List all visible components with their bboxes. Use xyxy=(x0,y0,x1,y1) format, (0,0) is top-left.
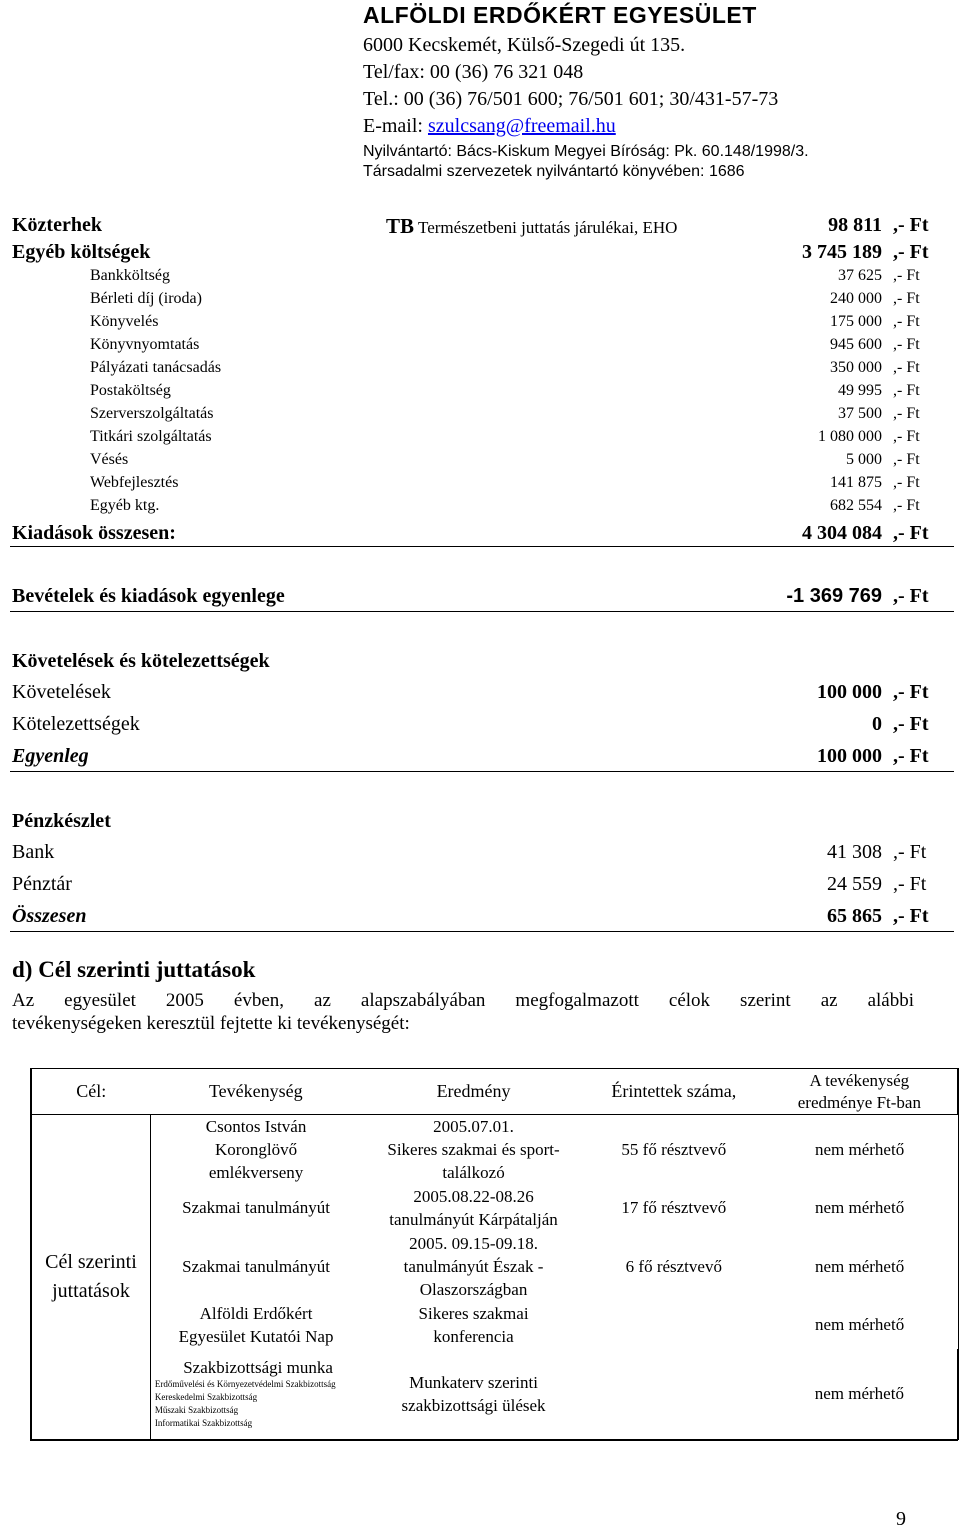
currency: ,- Ft xyxy=(893,241,929,263)
activity-cell xyxy=(150,1301,361,1349)
value-cell: nem mérhető xyxy=(762,1349,958,1439)
table-row xyxy=(32,1232,958,1301)
org-email-line xyxy=(363,115,616,138)
bank-amount: 41 308 xyxy=(827,841,882,863)
activity-cell xyxy=(150,1349,361,1439)
org-register-book: Társadalmi szervezetek nyilvántartó könyvében: 1686 xyxy=(363,163,745,180)
org-address: 6000 Kecskemét, Külső-Szegedi út 135. xyxy=(363,34,686,56)
currency: ,- Ft xyxy=(893,745,929,767)
section-d-intro-line2: tevékenységeken keresztül fejtette ki tevékenységét: xyxy=(12,1013,410,1034)
expense-item-label: Bérleti díj (iroda) xyxy=(90,290,202,307)
activity-cell xyxy=(150,1115,361,1185)
currency: ,- Ft xyxy=(893,382,920,399)
kozterhek-desc-wrap xyxy=(386,214,677,239)
expense-item-label: Postaköltség xyxy=(90,382,171,399)
receivables-amount: 100 000 xyxy=(817,681,882,703)
affected-cell: 55 fő résztvevő xyxy=(621,1139,727,1159)
th-cel: Cél: xyxy=(76,1081,107,1101)
expense-item-amount: 37 500 xyxy=(838,405,882,422)
currency: ,- Ft xyxy=(893,522,929,544)
goal-line2: juttatások xyxy=(52,1279,130,1302)
result-line: tanulmányút Kárpátalján xyxy=(389,1210,558,1229)
activity-line: Alföldi Erdőkért xyxy=(199,1304,313,1323)
activity-cell xyxy=(150,1184,361,1232)
value-cell: nem mérhető xyxy=(814,1315,905,1334)
currency: ,- Ft xyxy=(893,359,920,376)
currency: ,- Ft xyxy=(893,905,929,927)
result-line: Sikeres szakmai és sport- xyxy=(387,1140,560,1159)
th-affected: Érintettek száma, xyxy=(611,1081,737,1101)
currency: ,- Ft xyxy=(893,585,929,607)
th-value-line2: eredménye Ft-ban xyxy=(797,1092,921,1112)
currency: ,- Ft xyxy=(893,713,929,735)
currency: ,- Ft xyxy=(893,873,927,895)
currency: ,- Ft xyxy=(893,336,920,353)
activity-line: Koronglövő xyxy=(214,1140,298,1159)
liabilities-amount: 0 xyxy=(872,713,882,735)
bank-label: Bank xyxy=(12,841,55,863)
activity-line: emlékverseny xyxy=(208,1163,304,1182)
expense-item-label: Webfejlesztés xyxy=(90,474,179,491)
activity-line: Szakmai tanulmányút xyxy=(182,1256,330,1276)
divider xyxy=(10,931,954,932)
divider xyxy=(10,611,954,612)
divider xyxy=(10,771,954,772)
currency: ,- Ft xyxy=(893,497,920,514)
divider xyxy=(10,546,954,547)
org-registry: Nyilvántartó: Bács-Kiskum Megyei Bíróság: Pk. 60.148/1998/3. xyxy=(363,143,809,160)
currency: ,- Ft xyxy=(893,214,929,236)
expenses-total-label: Kiadások összesen: xyxy=(12,522,176,544)
value-cell: nem mérhető xyxy=(814,1139,905,1159)
cash-title: Pénzkészlet xyxy=(12,810,111,832)
cash-total-label: Összesen xyxy=(12,905,87,927)
result-cell xyxy=(361,1184,586,1232)
affected-cell: 17 fő résztvevő xyxy=(621,1198,727,1217)
result-line: 2005.07.01. xyxy=(433,1117,514,1136)
section-d-intro-line1: Az egyesület 2005 évben, az alapszabályában megfogalmazott célok szerint az alábbi xyxy=(12,990,914,1011)
currency: ,- Ft xyxy=(893,451,920,468)
currency: ,- Ft xyxy=(893,405,920,422)
egyeb-label: Egyéb költségek xyxy=(12,241,151,263)
goal-cell xyxy=(32,1115,151,1440)
org-telfax: Tel/fax: 00 (36) 76 321 048 xyxy=(363,61,584,83)
currency: ,- Ft xyxy=(893,681,929,703)
affected-cell xyxy=(586,1349,762,1439)
claims-title: Követelések és kötelezettségek xyxy=(12,650,270,672)
activity-line: Szakmai tanulmányút xyxy=(182,1198,330,1217)
egyeb-amount: 3 745 189 xyxy=(802,241,882,263)
table-right-border xyxy=(958,1068,959,1440)
liabilities-label: Kötelezettségek xyxy=(12,713,140,735)
table-row xyxy=(32,1184,958,1232)
th-value-line1: A tevékenység xyxy=(809,1070,910,1090)
expense-item-amount: 240 000 xyxy=(830,290,882,307)
currency: ,- Ft xyxy=(893,474,920,491)
th-activity: Tevékenység xyxy=(208,1081,303,1101)
kozterhek-code: TB xyxy=(386,214,415,238)
th-result: Eredmény xyxy=(436,1081,511,1101)
expense-item-amount: 682 554 xyxy=(830,497,882,514)
register-amount: 24 559 xyxy=(827,873,882,895)
expense-item-label: Titkári szolgáltatás xyxy=(90,428,212,445)
committee-item: Informatikai Szakbizottság xyxy=(154,1417,253,1428)
page-number: 9 xyxy=(896,1508,906,1530)
result-cell xyxy=(361,1301,586,1349)
expense-item-label: Vésés xyxy=(90,451,129,468)
value-cell: nem mérhető xyxy=(814,1256,905,1276)
cash-total-amount: 65 865 xyxy=(827,905,882,927)
email-label: E-mail: xyxy=(363,115,428,137)
result-cell xyxy=(361,1115,586,1185)
affected-cell: 6 fő résztvevő xyxy=(625,1256,722,1276)
table-bottom-border xyxy=(30,1440,958,1441)
receivables-label: Követelések xyxy=(12,681,111,703)
currency: ,- Ft xyxy=(893,290,920,307)
currency: ,- Ft xyxy=(893,267,920,284)
result-line: 2005.08.22-08.26 xyxy=(413,1187,534,1206)
table-row xyxy=(32,1115,958,1185)
expense-item-label: Szerverszolgáltatás xyxy=(90,405,214,422)
activity-title: Szakbizottsági munka xyxy=(183,1357,333,1377)
expense-item-label: Könyvnyomtatás xyxy=(90,336,200,353)
th-value xyxy=(762,1069,958,1115)
claims-net-amount: 100 000 xyxy=(817,745,882,767)
org-name: ALFÖLDI ERDŐKÉRT EGYESÜLET xyxy=(363,2,757,28)
result-line: tanulmányút Észak - xyxy=(403,1257,544,1276)
goal-table xyxy=(31,1068,958,1440)
table-header-row xyxy=(32,1069,958,1115)
committee-item: Kereskedelmi Szakbizottság xyxy=(154,1391,258,1402)
expense-item-amount: 945 600 xyxy=(830,336,882,353)
expense-item-amount: 141 875 xyxy=(830,474,882,491)
result-line: szakbizottsági ülések xyxy=(401,1395,546,1415)
activity-line: Csontos István xyxy=(205,1117,307,1136)
table-row xyxy=(32,1301,958,1349)
expenses-total-amount: 4 304 084 xyxy=(802,522,882,544)
org-tel: Tel.: 00 (36) 76/501 600; 76/501 601; 30/431-57-73 xyxy=(363,88,779,110)
table-left-border xyxy=(30,1068,31,1440)
balance-amount: -1 369 769 xyxy=(786,585,882,607)
kozterhek-label: Közterhek xyxy=(12,214,102,236)
currency: ,- Ft xyxy=(893,841,927,863)
claims-net-label: Egyenleg xyxy=(12,745,89,767)
table-row xyxy=(32,1349,958,1439)
expense-item-label: Könyvelés xyxy=(90,313,159,330)
expense-item-amount: 49 995 xyxy=(838,382,882,399)
goal-line1: Cél szerinti xyxy=(45,1250,137,1273)
expense-item-amount: 5 000 xyxy=(846,451,882,468)
result-line: Sikeres szakmai xyxy=(418,1304,529,1323)
section-d-title: d) Cél szerinti juttatások xyxy=(12,957,256,982)
committee-item: Műszaki Szakbizottság xyxy=(154,1404,239,1415)
balance-label: Bevételek és kiadások egyenlege xyxy=(12,585,285,607)
expense-item-label: Egyéb ktg. xyxy=(90,497,160,514)
result-line: Munkaterv szerinti xyxy=(409,1372,538,1392)
result-line: Olaszországban xyxy=(419,1280,528,1299)
value-cell: nem mérhető xyxy=(814,1198,905,1217)
expense-item-amount: 1 080 000 xyxy=(818,428,882,445)
expense-item-label: Bankköltség xyxy=(90,267,170,284)
email-link[interactable]: szulcsang@freemail.hu xyxy=(427,115,616,137)
result-cell xyxy=(361,1232,586,1301)
register-label: Pénztár xyxy=(12,873,72,895)
affected-cell xyxy=(586,1301,762,1349)
currency: ,- Ft xyxy=(893,313,920,330)
currency: ,- Ft xyxy=(893,428,920,445)
result-line: 2005. 09.15-09.18. xyxy=(409,1234,538,1253)
kozterhek-desc: Természetbeni juttatás járulékai, EHO xyxy=(418,218,678,237)
result-cell xyxy=(361,1349,586,1439)
result-line: konferencia xyxy=(433,1327,514,1346)
expense-item-label: Pályázati tanácsadás xyxy=(90,359,222,376)
expense-item-amount: 350 000 xyxy=(830,359,882,376)
committee-item: Erdőművelési és Környezetvédelmi Szakbizottság xyxy=(154,1378,336,1389)
activity-cell xyxy=(150,1232,361,1301)
expense-item-amount: 37 625 xyxy=(838,267,882,284)
result-line: találkozó xyxy=(442,1163,505,1182)
expense-item-amount: 175 000 xyxy=(830,313,882,330)
activity-line: Egyesület Kutatói Nap xyxy=(178,1327,334,1346)
kozterhek-amount: 98 811 xyxy=(828,214,882,236)
